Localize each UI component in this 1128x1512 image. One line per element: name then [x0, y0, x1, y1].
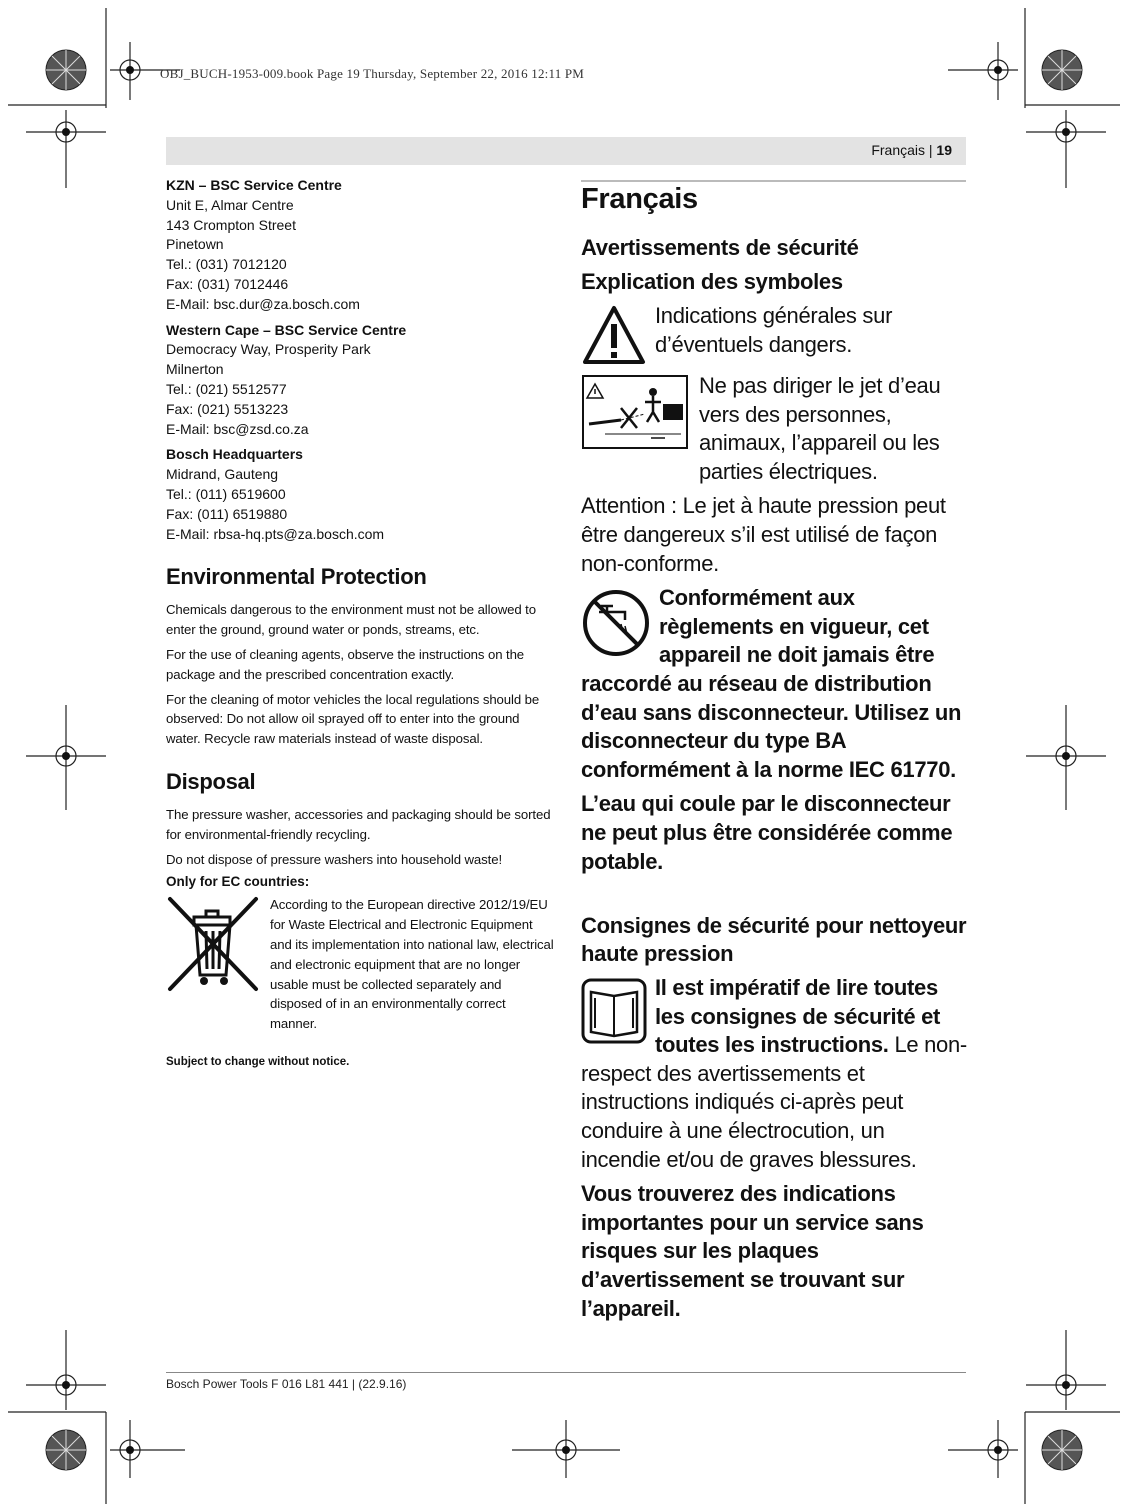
- no-spray-at-people-icon: [581, 374, 689, 450]
- environmental-paragraph: Chemicals dangerous to the environment must not be allowed to enter the ground, ground water or ponds, streams, etc.: [166, 602, 536, 638]
- contact-line: Pinetown: [166, 236, 224, 253]
- symbols-heading: Explication des symboles: [581, 269, 843, 294]
- symbol-jet-text: Ne pas diriger le jet d’eau vers des personnes, animaux, l’appareil ou les parties électriques.: [699, 373, 941, 484]
- contact-title: Western Cape – BSC Service Centre: [166, 321, 407, 338]
- page-number: 19: [936, 142, 952, 158]
- contact-headquarters: [166, 445, 556, 544]
- contact-title: Bosch Headquarters: [166, 446, 303, 463]
- header-language: Français: [871, 142, 925, 158]
- network-warning-text: Conformément aux règlements en vigueur, cet appareil ne doit jamais être raccordé au réseau de distribution d’eau sans disconnecteur. Utilisez un disconnecteur du type BA conformément à la norme IEC 61770.: [581, 585, 962, 782]
- warning-triangle-icon: [581, 304, 647, 366]
- consignes-heading: Consignes de sécurité pour nettoyeur haute pression: [581, 913, 967, 967]
- weee-notice: [166, 895, 556, 1034]
- footer-rule: [166, 1372, 966, 1373]
- symbol-general-row: [581, 302, 969, 366]
- weee-text: According to the European directive 2012/19/EU for Waste Electrical and Electronic Equipment and its implementation into national law, electrical and electronic equipment that are no longer usable must be collected separately and disposed of in an environmentally correct manner.: [270, 897, 554, 1032]
- contact-line: Milnerton: [166, 361, 224, 378]
- contact-line: E-Mail: bsc.dur@za.bosch.com: [166, 295, 360, 312]
- book-slug-line: OBJ_BUCH-1953-009.book Page 19 Thursday, September 22, 2016 12:11 PM: [160, 66, 585, 81]
- contact-line: 143 Crompton Street: [166, 216, 296, 233]
- page-footer: Bosch Power Tools F 016 L81 441 | (22.9.16): [166, 1377, 407, 1391]
- environmental-paragraph: For the cleaning of motor vehicles the local regulations should be observed: Do not allow oil sprayed off to enter into the ground water. Recycle raw materials instead of waste disposal.: [166, 691, 540, 747]
- read-instructions-block: [581, 974, 969, 1174]
- environmental-heading: Environmental Protection: [166, 564, 427, 590]
- crossed-bin-icon: [166, 895, 260, 993]
- contact-line: Unit E, Almar Centre: [166, 196, 294, 213]
- contact-line: Democracy Way, Prosperity Park: [166, 341, 371, 358]
- network-warning: [581, 584, 969, 784]
- page-header-bar: [166, 137, 966, 165]
- read-instructions-bold: Il est impératif de lire toutes les consignes de sécurité et toutes les instructions.: [655, 975, 941, 1058]
- disposal-paragraph: Do not dispose of pressure washers into household waste!: [166, 851, 503, 867]
- symbol-general-text: Indications générales sur d’éventuels dangers.: [655, 303, 893, 357]
- attention-text: Attention : Le jet à haute pression peut être dangereux s’il est utilisé de façon non-conforme.: [581, 493, 946, 576]
- contact-title: KZN – BSC Service Centre: [166, 177, 342, 193]
- warning-labels-note: Vous trouverez des indications importantes pour un service sans risques sur les plaques d’avertissement se trouvant sur l’appareil.: [581, 1181, 924, 1321]
- contact-line: Fax: (021) 5513223: [166, 400, 289, 417]
- page-header: Français | 19: [871, 142, 952, 158]
- column-rule: [581, 180, 966, 182]
- ec-countries-title: Only for EC countries:: [166, 874, 310, 890]
- no-tap-connection-icon: [581, 588, 651, 658]
- disposal-paragraph: The pressure washer, accessories and packaging should be sorted for environmental-friendly recycling.: [166, 806, 551, 842]
- read-manual-icon: [581, 978, 647, 1044]
- french-title: Français: [581, 183, 698, 215]
- left-column: [166, 176, 556, 1068]
- contact-line: Midrand, Gauteng: [166, 466, 279, 483]
- disposal-heading: Disposal: [166, 768, 256, 794]
- contact-line: E-Mail: bsc@zsd.co.za: [166, 420, 309, 437]
- not-potable-text: L’eau qui coule par le disconnecteur ne peut plus être considérée comme potable.: [581, 791, 953, 874]
- contact-line: Fax: (031) 7012446: [166, 275, 289, 292]
- contact-line: E-Mail: rbsa-hq.pts@za.bosch.com: [166, 525, 385, 542]
- contact-western-cape: [166, 321, 556, 440]
- safety-heading: Avertissements de sécurité: [581, 235, 859, 260]
- contact-line: Tel.: (031) 7012120: [166, 256, 287, 273]
- right-column: [581, 183, 969, 1329]
- contact-line: Tel.: (011) 6519600: [166, 485, 286, 502]
- contact-kzn: [166, 176, 556, 315]
- contact-line: Tel.: (021) 5512577: [166, 380, 287, 397]
- symbol-jet-row: [581, 372, 969, 486]
- subject-to-change-notice: Subject to change without notice.: [166, 1055, 350, 1068]
- contact-line: Fax: (011) 6519880: [166, 505, 288, 522]
- read-instructions-normal: Le non-respect des avertissements et instructions indiqués ci-après peut conduire à une électrocution, un incendie et/ou de graves blessures.: [581, 1032, 967, 1172]
- environmental-paragraph: For the use of cleaning agents, observe the instructions on the package and the prescribed concentration exactly.: [166, 646, 525, 682]
